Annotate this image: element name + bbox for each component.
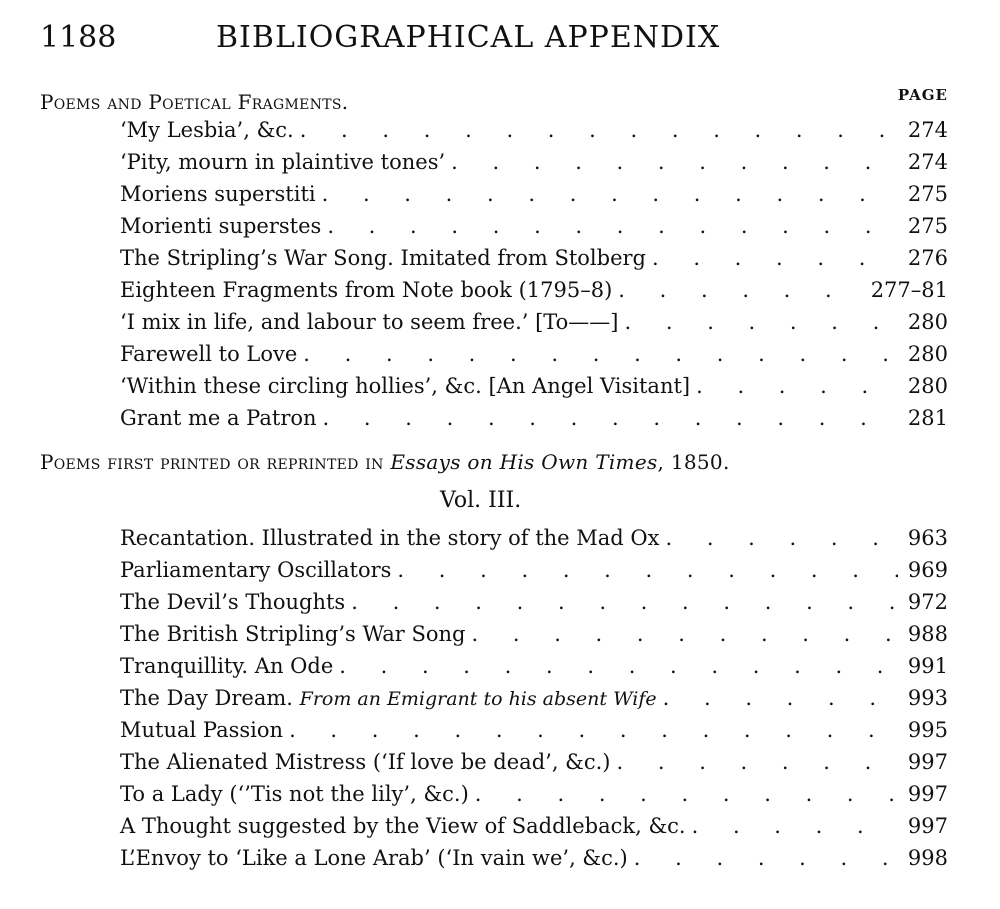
toc-row <box>120 310 948 342</box>
toc-page: 969 <box>907 558 948 582</box>
dot-leader <box>475 782 898 807</box>
toc-title: The Devil’s Thoughts <box>120 590 346 614</box>
dot-leader <box>696 374 898 399</box>
toc-title: The Stripling’s War Song. Imitated from Stolberg <box>120 246 646 270</box>
toc-title: Mutual Passion <box>120 718 284 742</box>
toc-title: To a Lady (‘’Tis not the lily’, &c.) <box>120 782 469 806</box>
toc-title: Recantation. Illustrated in the story of the Mad Ox <box>120 526 660 550</box>
dot-leader <box>472 622 899 647</box>
toc-row <box>120 846 948 878</box>
toc-page: 275 <box>907 214 948 238</box>
toc-title: Grant me a Patron <box>120 406 317 430</box>
page-number: 1188 <box>40 20 117 55</box>
toc-row <box>120 622 948 654</box>
toc-page: 274 <box>907 118 948 142</box>
dot-leader <box>323 406 898 431</box>
dot-leader <box>451 150 898 175</box>
toc-page: 277–81 <box>870 278 948 302</box>
toc-row <box>120 686 948 718</box>
dot-leader <box>289 718 898 743</box>
toc-title: Moriens superstiti <box>120 182 316 206</box>
section-heading-poems: Poems and Poetical Fragments. <box>40 90 349 114</box>
dot-leader <box>663 686 898 711</box>
toc-row <box>120 406 948 438</box>
toc-title: ‘Within these circling hollies’, &c. [An Angel Visitant] <box>120 374 691 398</box>
toc-list-section2 <box>120 526 948 878</box>
toc-row <box>120 654 948 686</box>
toc-title <box>120 686 657 710</box>
page-title: BIBLIOGRAPHICAL APPENDIX <box>216 20 721 55</box>
toc-row <box>120 342 948 374</box>
toc-page: 280 <box>907 310 948 334</box>
toc-title-note: From an Emigrant to his absent Wife <box>299 688 657 710</box>
dot-leader <box>351 590 898 615</box>
toc-page: 988 <box>907 622 948 646</box>
toc-title: Morienti superstes <box>120 214 322 238</box>
toc-title: The Alienated Mistress (‘If love be dead’, &c.) <box>120 750 611 774</box>
toc-page: 997 <box>907 782 948 806</box>
dot-leader <box>625 310 899 335</box>
toc-row <box>120 182 948 214</box>
dot-leader <box>339 654 898 679</box>
toc-list-section1 <box>120 118 948 438</box>
dot-leader <box>652 246 898 271</box>
dot-leader <box>692 814 898 839</box>
toc-title: Eighteen Fragments from Note book (1795–8) <box>120 278 613 302</box>
toc-title-main: The Day Dream. <box>120 686 293 710</box>
toc-page: 997 <box>907 814 948 838</box>
toc-page: 276 <box>907 246 948 270</box>
toc-row <box>120 118 948 150</box>
toc-row <box>120 214 948 246</box>
toc-page: 281 <box>907 406 948 430</box>
toc-page: 991 <box>907 654 948 678</box>
toc-page: 998 <box>907 846 948 870</box>
dot-leader <box>618 278 864 303</box>
section-heading-suffix: , 1850. <box>657 450 730 474</box>
toc-title: Tranquillity. An Ode <box>120 654 334 678</box>
toc-title: L’Envoy to ‘Like a Lone Arab’ (‘In vain we’, &c.) <box>120 846 628 870</box>
toc-row <box>120 150 948 182</box>
dot-leader <box>327 214 898 239</box>
page-column-label: PAGE <box>897 86 948 104</box>
toc-title: Farewell to Love <box>120 342 298 366</box>
toc-row <box>120 590 948 622</box>
dot-leader <box>303 342 898 367</box>
toc-row <box>120 750 948 782</box>
toc-row <box>120 814 948 846</box>
toc-row <box>120 718 948 750</box>
toc-row <box>120 246 948 278</box>
toc-page: 997 <box>907 750 948 774</box>
toc-page: 995 <box>907 718 948 742</box>
toc-row <box>120 782 948 814</box>
toc-page: 993 <box>907 686 948 710</box>
page-header <box>40 20 980 60</box>
toc-page: 972 <box>907 590 948 614</box>
toc-title: A Thought suggested by the View of Saddleback, &c. <box>120 814 686 838</box>
volume-label: Vol. III. <box>440 488 522 513</box>
dot-leader <box>634 846 898 871</box>
toc-title: ‘Pity, mourn in plaintive tones’ <box>120 150 446 174</box>
section-heading-italic: Essays on His Own Times <box>390 450 658 474</box>
toc-title: ‘My Lesbia’, &c. <box>120 118 294 142</box>
toc-page: 280 <box>907 374 948 398</box>
dot-leader <box>397 558 898 583</box>
section-heading-essays <box>40 450 730 474</box>
toc-title: The British Stripling’s War Song <box>120 622 466 646</box>
toc-page: 280 <box>907 342 948 366</box>
toc-title: Parliamentary Oscillators <box>120 558 392 582</box>
section-heading-prefix: Poems first printed or reprinted in <box>40 450 384 474</box>
dot-leader <box>665 526 898 551</box>
dot-leader <box>617 750 899 775</box>
toc-row <box>120 278 948 310</box>
toc-row <box>120 558 948 590</box>
toc-row <box>120 526 948 558</box>
dot-leader <box>300 118 898 143</box>
toc-page: 963 <box>907 526 948 550</box>
toc-page: 274 <box>907 150 948 174</box>
toc-title: ‘I mix in life, and labour to seem free.’ [To——] <box>120 310 619 334</box>
toc-page: 275 <box>907 182 948 206</box>
toc-row <box>120 374 948 406</box>
dot-leader <box>322 182 898 207</box>
